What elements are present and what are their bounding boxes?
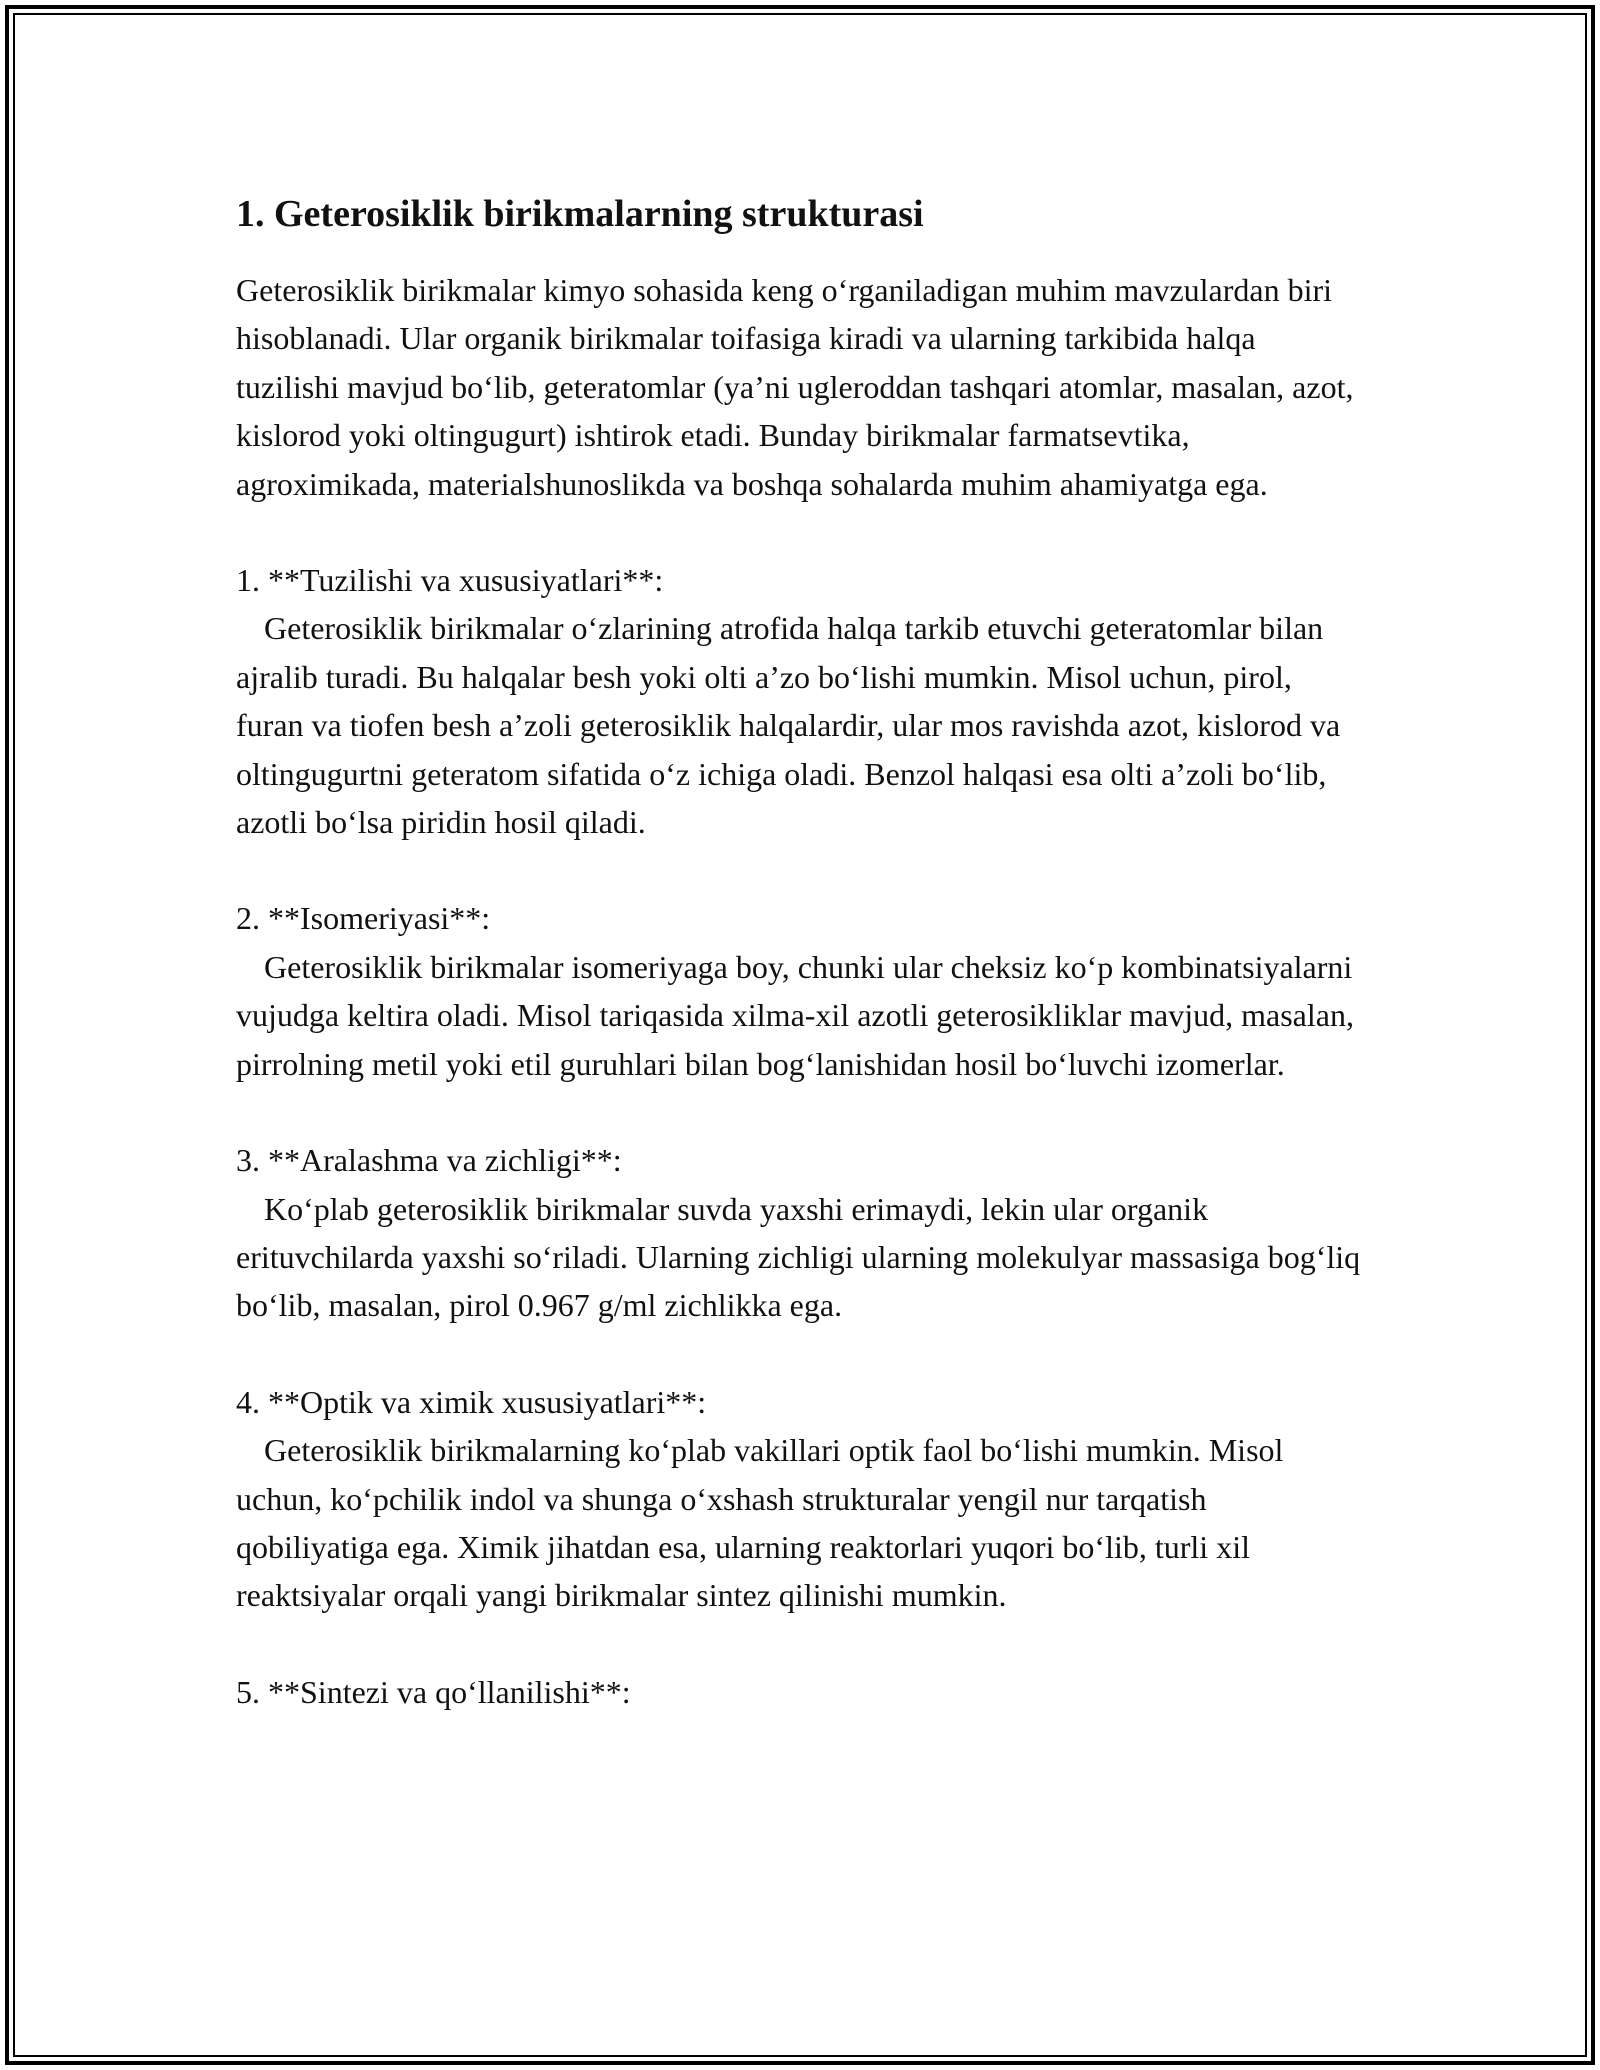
section-solubility-density [236,1136,1366,1330]
section-structure-properties [236,556,1366,846]
section-heading: 2. **Isomeriyasi**: [236,900,491,937]
section-heading: 1. **Tuzilishi va xususiyatlari**: [236,562,664,599]
section-heading: 4. **Optik va ximik xususiyatlari**: [236,1383,707,1420]
intro-paragraph: Geterosiklik birikmalar kimyo sohasida keng o‘rganiladigan muhim mavzulardan biri hisoblanadi. Ular organik birikmalar toifasiga kiradi va ularning tarkibida halqa tuzilishi mavjud bo‘lib, geteratomlar (ya’ni ugleroddan tashqari atomlar, masalan, azot, kislorod yoki oltingugurt) ishtirok etadi. Bunday birikmalar farmatsevtika, agroximikada, materialshunoslikda va boshqa sohalarda muhim ahamiyatga ega. [236,272,1354,502]
section-synthesis-applications [236,1668,1366,1716]
document-title: 1. Geterosiklik birikmalarning strukturasi [236,193,924,235]
section-heading: 3. **Aralashma va zichligi**: [236,1142,622,1179]
section-optical-chemical [236,1378,1366,1620]
section-isomerism [236,894,1366,1088]
section-heading: 5. **Sintezi va qo‘llanilishi**: [236,1673,631,1710]
section-body: Geterosiklik birikmalar o‘zlarining atrofida halqa tarkib etuvchi geteratomlar bilan ajralib turadi. Bu halqalar besh yoki olti a’zo bo‘lishi mumkin. Misol uchun, pirol, furan va tiofen besh a’zoli geterosiklik halqalardir, ular mos ravishda azot, kislorod va oltingugurtni geteratom sifatida o‘z ichiga oladi. Benzol halqasi esa olti a’zoli bo‘lib, azotli bo‘lsa piridin hosil qiladi. [236,610,1341,841]
section-body: Geterosiklik birikmalar isomeriyaga boy, chunki ular cheksiz ko‘p kombinatsiyalarni vujudga keltira oladi. Misol tariqasida xilma-xil azotli geterosikliklar mavjud, masalan, pirrolning metil yoki etil guruhlari bilan bog‘lanishidan hosil bo‘luvchi izomerlar. [236,948,1354,1082]
document-body [236,184,1366,1716]
section-body: Geterosiklik birikmalarning ko‘plab vakillari optik faol bo‘lishi mumkin. Misol uchun, ko‘pchilik indol va shunga o‘xshash strukturalar yengil nur tarqatish qobiliyatiga ega. Ximik jihatdan esa, ularning reaktorlari yuqori bo‘lib, turli xil reaktsiyalar orqali yangi birikmalar sintez qilinishi mumkin. [236,1432,1284,1614]
section-body: Ko‘plab geterosiklik birikmalar suvda yaxshi erimaydi, lekin ular organik erituvchilarda yaxshi so‘riladi. Ularning zichligi ularning molekulyar massasiga bog‘liq bo‘lib, masalan, pirol 0.967 g/ml zichlikka ega. [236,1190,1361,1324]
